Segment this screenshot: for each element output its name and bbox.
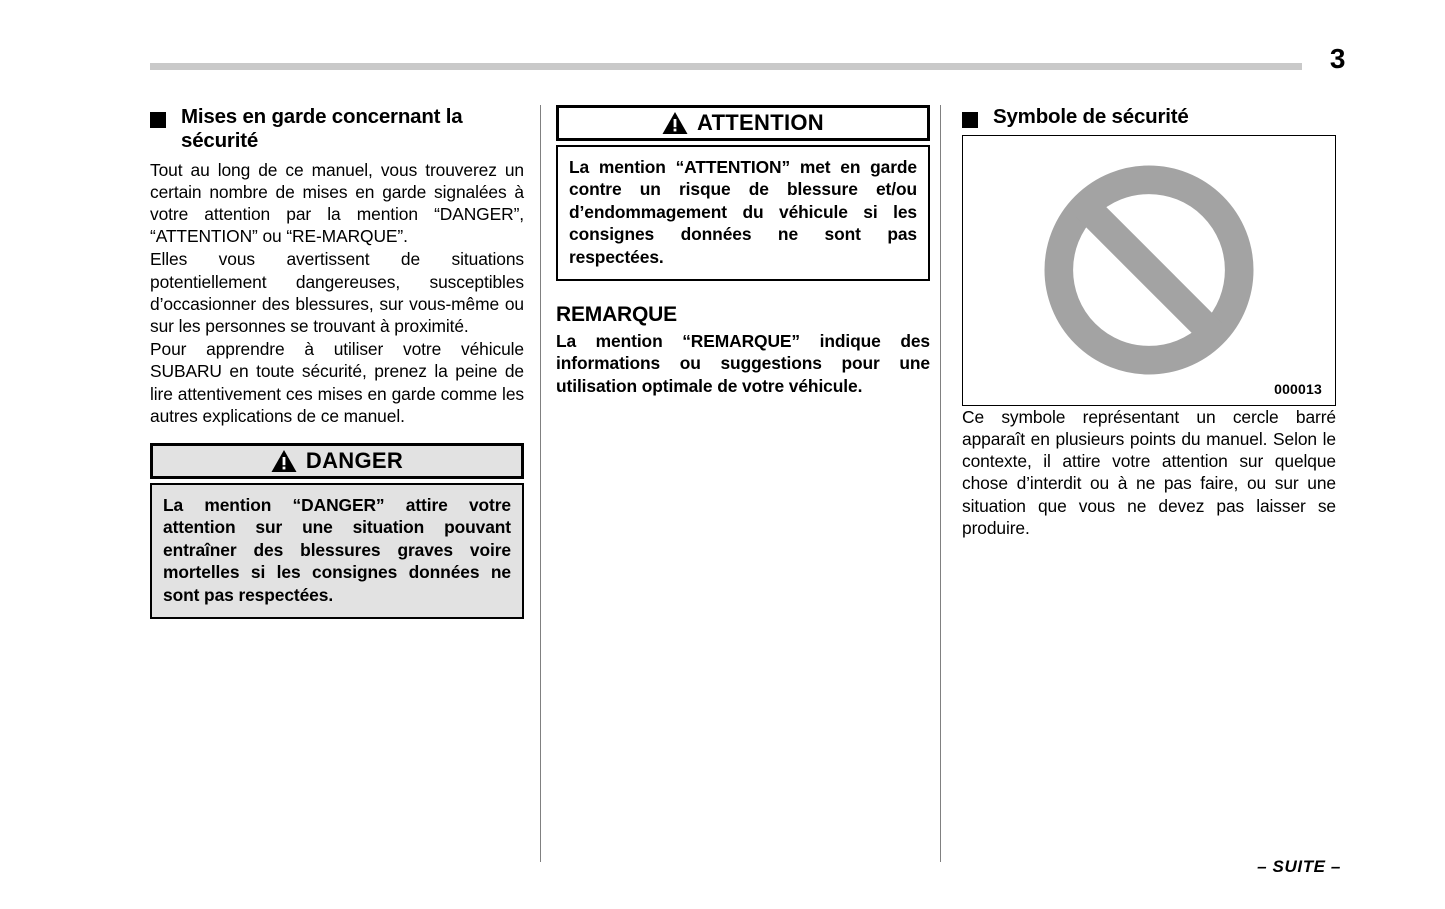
attention-callout-text: La mention “ATTENTION” met en garde contre un risque de blessure et/ou d’endommagement du véhicule si les consignes données ne sont pas respectées.: [569, 157, 917, 267]
section-heading-label: Symbole de sécurité: [993, 105, 1189, 128]
prohibition-circle-slash-icon: [1039, 160, 1259, 380]
paragraph: Elles vous avertissent de situations potentiellement dangereuses, susceptibles d’occasionner des blessures, sur vous-même ou sur les personnes se trouvant à proximité.: [150, 249, 524, 336]
section-heading-label: Mises en garde concernant la sécurité: [181, 105, 463, 152]
figure-image-wrap: [963, 160, 1335, 380]
figure-id-label: 000013: [1274, 380, 1322, 397]
column-three: [962, 105, 1336, 539]
column-one: [150, 105, 524, 619]
remarque-section: [556, 303, 930, 397]
danger-callout-text: La mention “DANGER” attire votre attention sur une situation pouvant entraîner des blessures graves voire mortelles si les consignes données ne sont pas respectées.: [163, 494, 511, 605]
safety-symbol-figure: [962, 135, 1336, 406]
paragraph: Tout au long de ce manuel, vous trouverez un certain nombre de mises en garde signalées à votre attention par la mention “DANGER”, “ATTENTION” ou “RE-MARQUE”.: [150, 159, 524, 247]
warning-triangle-icon: [662, 111, 688, 135]
section-heading-safety-warnings: [150, 105, 524, 153]
figure-caption: Ce symbole représentant un cercle barré apparaît en plusieurs points du manuel. Selon le contexte, il attire votre attention sur quelque chose d’interdit ou à ne pas faire, ou sur une situation que vous ne devez pas laisser se produire.: [962, 406, 1336, 538]
attention-callout-header: [556, 105, 930, 141]
danger-callout-title: DANGER: [305, 447, 404, 473]
paragraph: Pour apprendre à utiliser votre véhicule SUBARU en toute sécurité, prenez la peine de lire attentivement ces mises en garde comme les autres explications de ce manuel.: [150, 339, 524, 426]
danger-callout-header: [150, 443, 524, 479]
attention-callout-title: ATTENTION: [697, 110, 824, 135]
column-divider-left: [540, 105, 541, 862]
attention-callout: [556, 105, 930, 281]
header-rule: [150, 63, 1302, 70]
column-two: [556, 105, 930, 397]
page-number: 3: [1329, 43, 1345, 74]
remarque-title: REMARQUE: [556, 303, 677, 327]
warning-triangle-icon: [271, 449, 297, 473]
danger-callout-body: [150, 483, 524, 619]
page-footer-continued: – SUITE –: [1257, 857, 1341, 876]
danger-callout: [150, 443, 524, 619]
square-bullet-icon: [962, 112, 978, 128]
column-divider-right: [940, 105, 941, 862]
page-header: [0, 0, 1445, 96]
square-bullet-icon: [150, 112, 166, 128]
remarque-text: La mention “REMARQUE” indique des informations ou suggestions pour une utilisation optimale de votre véhicule.: [556, 331, 930, 396]
section-heading-safety-symbol: [962, 105, 1336, 129]
attention-callout-body: [556, 145, 930, 281]
